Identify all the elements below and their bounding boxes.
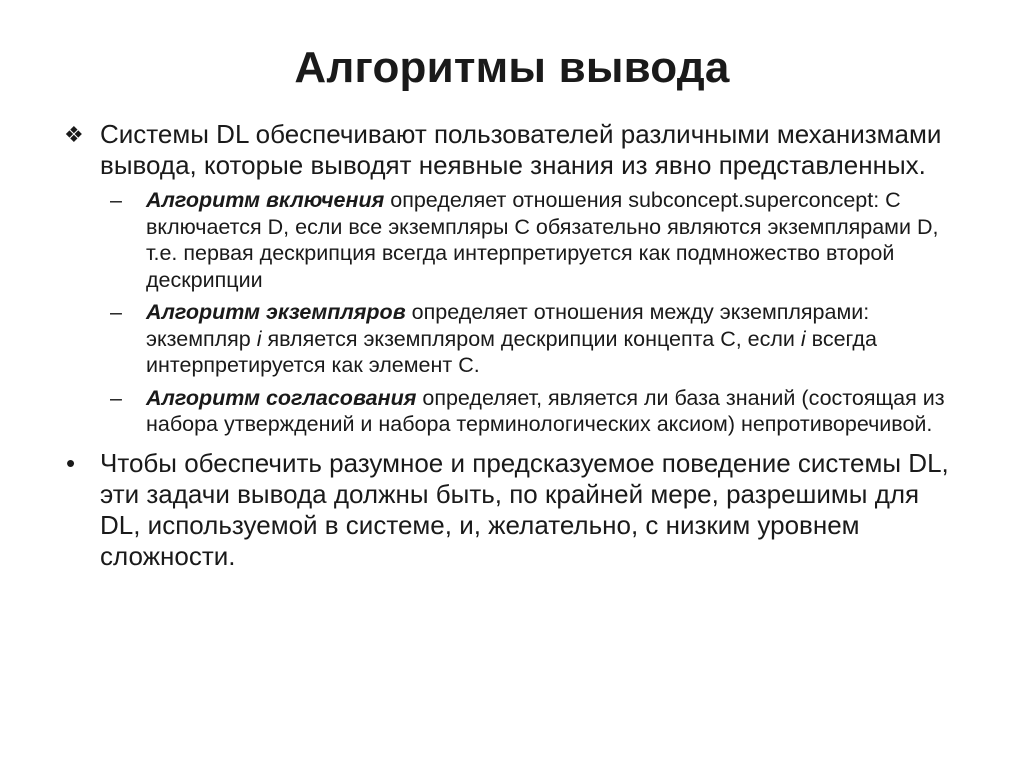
term-instance: Алгоритм экземпляров [146, 300, 406, 324]
bullet-text-1: Системы DL обеспечивают пользователей различными механизмами вывода, которые выводят неявные знания из явно представленных. [100, 119, 942, 180]
slide-content [62, 119, 962, 572]
sub-text-subsumption: определяет отношения subconcept.superconcept: C включается D, если все экземпляры C обязательно являются экземплярами D, т.е. первая дескрипция всегда интерпретируется как подмножество второй дескрипции [146, 188, 939, 292]
term-consistency: Алгоритм согласования [146, 385, 417, 410]
dash-bullet-icon: – [110, 300, 122, 324]
sub-item-subsumption [110, 187, 962, 293]
slide-title: Алгоритмы вывода [294, 43, 730, 92]
sub-list [110, 187, 962, 438]
bullet-text-2: Чтобы обеспечить разумное и предсказуемое поведение системы DL, эти задачи вывода должны быть, по крайней мере, разрешимы для DL, используемой в системе, и, желательно, с низким уровнем сложности. [100, 447, 949, 571]
dot-bullet-icon: • [66, 447, 76, 478]
dash-bullet-icon: – [110, 385, 122, 410]
term-subsumption: Алгоритм включения [146, 188, 385, 212]
sub-item-consistency [110, 385, 962, 438]
variable-i-1: i [256, 326, 262, 351]
sub-text-instance-b: является экземпляром дескрипции концепта C, если [261, 326, 801, 351]
dash-bullet-icon: – [110, 188, 122, 212]
bullet-item-1 [62, 119, 962, 438]
sub-text-instance-a: определяет отношения между экземплярами: экземпляр [146, 300, 870, 351]
diamond-bullet-icon: ❖ [64, 122, 84, 147]
bullet-item-2 [62, 448, 962, 572]
sub-item-instance [110, 299, 962, 379]
sub-text-instance-c: всегда интерпретируется как элемент C. [146, 326, 877, 377]
sub-text-consistency: определяет, является ли база знаний (состоящая из набора утверждений и набора терминологических аксиом) непротиворечивой. [146, 385, 945, 436]
variable-i-2: i [800, 326, 806, 351]
